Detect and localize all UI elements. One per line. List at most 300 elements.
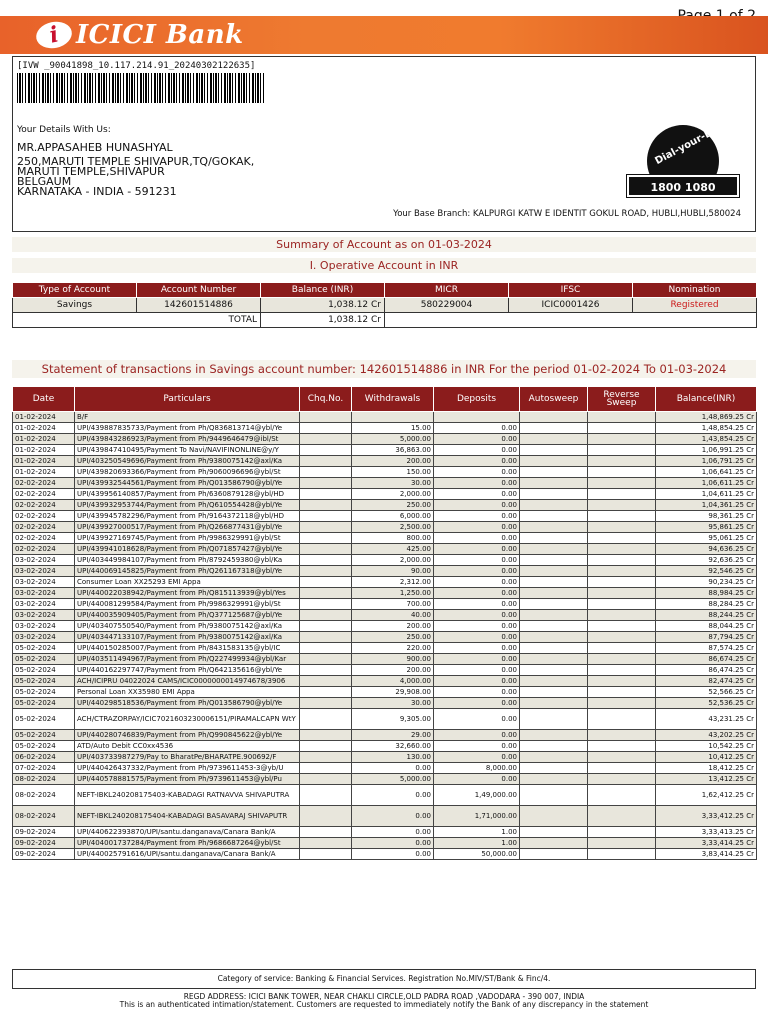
tx-reverse-sweep	[588, 785, 656, 806]
tx-date: 01-02-2024	[13, 412, 75, 423]
tx-chq-no	[300, 741, 352, 752]
tx-date: 03-02-2024	[13, 599, 75, 610]
tx-particulars: UPI/403447133107/Payment from Ph/9380075142@axl/Ka	[75, 632, 300, 643]
tx-reverse-sweep	[588, 434, 656, 445]
tx-balance: 90,234.25 Cr	[656, 577, 757, 588]
tx-chq-no	[300, 456, 352, 467]
tx-balance: 86,474.25 Cr	[656, 665, 757, 676]
tx-withdrawal: 1,250.00	[352, 588, 434, 599]
tx-deposit: 0.00	[434, 544, 520, 555]
tx-particulars: UPI/403250549696/Payment from Ph/9380075142@axl/Ka	[75, 456, 300, 467]
tx-particulars: UPI/404001737284/Payment from Ph/9686687264@ybl/St	[75, 838, 300, 849]
tx-balance: 95,861.25 Cr	[656, 522, 757, 533]
tx-chq-no	[300, 478, 352, 489]
service-category: Category of service: Banking & Financial Services. Registration No.MIV/ST/Bank & Finc/4.	[12, 969, 756, 989]
tx-deposit: 0.00	[434, 621, 520, 632]
logo-mark	[34, 19, 75, 52]
tx-chq-no	[300, 785, 352, 806]
tx-balance: 1,04,611.25 Cr	[656, 489, 757, 500]
tx-reverse-sweep	[588, 577, 656, 588]
col-particulars: Particulars	[75, 387, 300, 412]
tx-balance: 3,83,414.25 Cr	[656, 849, 757, 860]
tx-autosweep	[520, 774, 588, 785]
tx-withdrawal	[352, 412, 434, 423]
tx-particulars: UPI/440150285007/Payment from Ph/8431583135@ybl/IC	[75, 643, 300, 654]
tx-deposit: 0.00	[434, 456, 520, 467]
tx-date: 06-02-2024	[13, 752, 75, 763]
tx-deposit: 1.00	[434, 827, 520, 838]
tx-particulars: Consumer Loan XX25293 EMI Appa	[75, 577, 300, 588]
table-row	[13, 741, 757, 752]
tx-chq-no	[300, 434, 352, 445]
tx-chq-no	[300, 654, 352, 665]
tx-date: 08-02-2024	[13, 785, 75, 806]
table-row	[13, 423, 757, 434]
total-label: TOTAL	[13, 313, 261, 328]
tx-deposit: 0.00	[434, 423, 520, 434]
table-row	[13, 827, 757, 838]
tx-autosweep	[520, 827, 588, 838]
tx-balance: 1,06,791.25 Cr	[656, 456, 757, 467]
tx-chq-no	[300, 676, 352, 687]
tx-autosweep	[520, 478, 588, 489]
tx-particulars: UPI/440025791616/UPI/santu.danganava/Canara Bank/A	[75, 849, 300, 860]
table-row	[13, 566, 757, 577]
tx-deposit: 0.00	[434, 511, 520, 522]
table-row	[13, 632, 757, 643]
tx-deposit: 1,71,000.00	[434, 806, 520, 827]
tx-particulars: ACH/ICIPRU 04022024 CAMS/ICIC0000000014974678/3906	[75, 676, 300, 687]
tx-reverse-sweep	[588, 643, 656, 654]
table-row	[13, 489, 757, 500]
tx-withdrawal: 425.00	[352, 544, 434, 555]
tx-autosweep	[520, 849, 588, 860]
tx-date: 08-02-2024	[13, 774, 75, 785]
tx-chq-no	[300, 643, 352, 654]
tx-balance: 1,48,869.25 Cr	[656, 412, 757, 423]
tx-date: 03-02-2024	[13, 555, 75, 566]
table-row	[13, 730, 757, 741]
tx-chq-no	[300, 522, 352, 533]
tx-date: 05-02-2024	[13, 676, 75, 687]
tx-autosweep	[520, 838, 588, 849]
tx-date: 05-02-2024	[13, 654, 75, 665]
tx-reverse-sweep	[588, 467, 656, 478]
tx-chq-no	[300, 698, 352, 709]
table-row	[13, 456, 757, 467]
tx-balance: 52,536.25 Cr	[656, 698, 757, 709]
account-type: Savings	[13, 298, 137, 313]
table-row	[13, 709, 757, 730]
tx-date: 01-02-2024	[13, 445, 75, 456]
tx-date: 01-02-2024	[13, 467, 75, 478]
tx-balance: 1,04,361.25 Cr	[656, 500, 757, 511]
tx-date: 05-02-2024	[13, 709, 75, 730]
tx-autosweep	[520, 687, 588, 698]
tx-particulars: Personal Loan XX35980 EMI Appa	[75, 687, 300, 698]
col-chq-no: Chq.No.	[300, 387, 352, 412]
logo-glyph: i	[47, 21, 61, 49]
tx-reverse-sweep	[588, 763, 656, 774]
tx-deposit: 1.00	[434, 838, 520, 849]
tx-autosweep	[520, 500, 588, 511]
account-header-row	[13, 283, 757, 298]
tx-deposit: 0.00	[434, 500, 520, 511]
col-deposits: Deposits	[434, 387, 520, 412]
col-reverse-sweep: Reverse Sweep	[588, 387, 656, 412]
account-ifsc: ICIC0001426	[509, 298, 633, 313]
tx-date: 05-02-2024	[13, 698, 75, 709]
table-row	[13, 665, 757, 676]
tx-balance: 88,244.25 Cr	[656, 610, 757, 621]
tx-balance: 1,48,854.25 Cr	[656, 423, 757, 434]
customer-address	[17, 157, 254, 197]
tx-date: 07-02-2024	[13, 763, 75, 774]
tx-chq-no	[300, 687, 352, 698]
tx-date: 09-02-2024	[13, 849, 75, 860]
table-row	[13, 774, 757, 785]
tx-autosweep	[520, 434, 588, 445]
tx-withdrawal: 250.00	[352, 632, 434, 643]
tx-date: 09-02-2024	[13, 827, 75, 838]
tx-date: 05-02-2024	[13, 730, 75, 741]
tx-balance: 1,62,412.25 Cr	[656, 785, 757, 806]
tx-autosweep	[520, 730, 588, 741]
tx-withdrawal: 2,000.00	[352, 489, 434, 500]
tx-autosweep	[520, 763, 588, 774]
col-account-number: Account Number	[137, 283, 261, 298]
tx-deposit: 0.00	[434, 434, 520, 445]
tx-date: 01-02-2024	[13, 456, 75, 467]
tx-chq-no	[300, 412, 352, 423]
table-row	[13, 533, 757, 544]
dial-your-bank-badge	[627, 117, 739, 195]
tx-withdrawal: 30.00	[352, 698, 434, 709]
table-row	[13, 806, 757, 827]
tx-date: 03-02-2024	[13, 621, 75, 632]
tx-balance: 87,574.25 Cr	[656, 643, 757, 654]
tx-deposit: 0.00	[434, 533, 520, 544]
tx-deposit: 0.00	[434, 752, 520, 763]
tx-particulars: UPI/440578881575/Payment from Ph/9739611453@ybl/Pu	[75, 774, 300, 785]
tx-particulars: UPI/440162297747/Payment from Ph/Q642135616@ybl/Ye	[75, 665, 300, 676]
tx-reverse-sweep	[588, 849, 656, 860]
tx-deposit: 0.00	[434, 445, 520, 456]
tx-balance: 1,43,854.25 Cr	[656, 434, 757, 445]
tx-chq-no	[300, 511, 352, 522]
tx-reverse-sweep	[588, 741, 656, 752]
tx-reverse-sweep	[588, 544, 656, 555]
col-autosweep: Autosweep	[520, 387, 588, 412]
tx-balance: 94,636.25 Cr	[656, 544, 757, 555]
tx-particulars: UPI/439941018628/Payment from Ph/Q071857427@ybl/Ye	[75, 544, 300, 555]
tx-deposit: 0.00	[434, 676, 520, 687]
tx-chq-no	[300, 610, 352, 621]
account-total-row	[13, 313, 757, 328]
tx-date: 03-02-2024	[13, 610, 75, 621]
tx-withdrawal: 30.00	[352, 478, 434, 489]
tx-deposit: 0.00	[434, 588, 520, 599]
tx-withdrawal: 4,000.00	[352, 676, 434, 687]
tx-particulars: UPI/439843286923/Payment from Ph/9449646479@ibl/St	[75, 434, 300, 445]
tx-balance: 10,412.25 Cr	[656, 752, 757, 763]
tx-deposit: 0.00	[434, 654, 520, 665]
tx-balance: 13,412.25 Cr	[656, 774, 757, 785]
tx-chq-no	[300, 500, 352, 511]
tx-withdrawal: 9,305.00	[352, 709, 434, 730]
tx-withdrawal: 6,000.00	[352, 511, 434, 522]
tx-date: 05-02-2024	[13, 643, 75, 654]
tx-date: 03-02-2024	[13, 577, 75, 588]
tx-particulars: UPI/403511494967/Payment from Ph/Q227499934@ybl/Kar	[75, 654, 300, 665]
tx-autosweep	[520, 806, 588, 827]
tx-particulars: UPI/439927000517/Payment from Ph/Q266877431@ybl/Ye	[75, 522, 300, 533]
transactions-header-row	[13, 387, 757, 412]
tx-autosweep	[520, 588, 588, 599]
barcode	[17, 73, 265, 103]
tx-autosweep	[520, 489, 588, 500]
tx-chq-no	[300, 774, 352, 785]
tx-reverse-sweep	[588, 412, 656, 423]
tx-chq-no	[300, 806, 352, 827]
tx-chq-no	[300, 544, 352, 555]
tx-deposit: 0.00	[434, 610, 520, 621]
table-row	[13, 849, 757, 860]
tx-date: 05-02-2024	[13, 741, 75, 752]
tx-autosweep	[520, 445, 588, 456]
tx-reverse-sweep	[588, 827, 656, 838]
tx-withdrawal: 250.00	[352, 500, 434, 511]
bank-logo	[36, 18, 244, 52]
details-label: Your Details With Us:	[17, 125, 111, 135]
tx-deposit: 0.00	[434, 566, 520, 577]
tx-chq-no	[300, 632, 352, 643]
tx-autosweep	[520, 610, 588, 621]
tx-reverse-sweep	[588, 632, 656, 643]
tx-balance: 3,33,412.25 Cr	[656, 806, 757, 827]
account-balance: 1,038.12 Cr	[261, 298, 385, 313]
tx-date: 02-02-2024	[13, 500, 75, 511]
tx-chq-no	[300, 423, 352, 434]
tx-reverse-sweep	[588, 687, 656, 698]
total-value: 1,038.12 Cr	[261, 313, 385, 328]
table-row	[13, 445, 757, 456]
tx-withdrawal: 32,660.00	[352, 741, 434, 752]
tx-withdrawal: 900.00	[352, 654, 434, 665]
table-row	[13, 838, 757, 849]
tx-withdrawal: 0.00	[352, 849, 434, 860]
tx-balance: 88,044.25 Cr	[656, 621, 757, 632]
tx-withdrawal: 0.00	[352, 827, 434, 838]
tx-balance: 1,06,641.25 Cr	[656, 467, 757, 478]
tx-deposit: 8,000.00	[434, 763, 520, 774]
tx-balance: 92,546.25 Cr	[656, 566, 757, 577]
tx-balance: 18,412.25 Cr	[656, 763, 757, 774]
table-row	[13, 621, 757, 632]
tx-withdrawal: 0.00	[352, 806, 434, 827]
tx-particulars: UPI/440022038942/Payment from Ph/Q815113939@ybl/Yes	[75, 588, 300, 599]
tx-reverse-sweep	[588, 511, 656, 522]
tx-particulars: UPI/440081299584/Payment from Ph/9986329991@ybl/St	[75, 599, 300, 610]
tx-particulars: UPI/439847410495/Payment To Navi/NAVIFINONLINE@y/Y	[75, 445, 300, 456]
table-row	[13, 511, 757, 522]
table-row	[13, 763, 757, 774]
bank-header	[0, 16, 768, 54]
tx-withdrawal: 700.00	[352, 599, 434, 610]
tx-date: 02-02-2024	[13, 489, 75, 500]
tx-deposit: 0.00	[434, 643, 520, 654]
tx-reverse-sweep	[588, 838, 656, 849]
tx-withdrawal: 2,000.00	[352, 555, 434, 566]
tx-withdrawal: 200.00	[352, 665, 434, 676]
tx-chq-no	[300, 827, 352, 838]
tx-particulars: UPI/440298518536/Payment from Ph/Q013586790@ybl/Ye	[75, 698, 300, 709]
table-row	[13, 588, 757, 599]
col-balance: Balance (INR)	[261, 283, 385, 298]
tx-autosweep	[520, 577, 588, 588]
tx-date: 02-02-2024	[13, 478, 75, 489]
tx-balance: 98,361.25 Cr	[656, 511, 757, 522]
tx-deposit	[434, 412, 520, 423]
tx-date: 09-02-2024	[13, 838, 75, 849]
tx-reverse-sweep	[588, 599, 656, 610]
tx-particulars: UPI/440426437332/Payment from Ph/9739611453-3@yb/U	[75, 763, 300, 774]
table-row	[13, 752, 757, 763]
tx-reverse-sweep	[588, 654, 656, 665]
tx-autosweep	[520, 665, 588, 676]
tx-balance: 88,984.25 Cr	[656, 588, 757, 599]
tx-particulars: UPI/439932953744/Payment from Ph/Q610554428@ybl/Ye	[75, 500, 300, 511]
table-row	[13, 643, 757, 654]
tx-deposit: 0.00	[434, 698, 520, 709]
tx-particulars: ACH/CTRAZORPAY/ICIC7021603230006151/PIRAMALCAPN WtY	[75, 709, 300, 730]
tx-reverse-sweep	[588, 478, 656, 489]
tx-chq-no	[300, 588, 352, 599]
tx-chq-no	[300, 621, 352, 632]
tx-reverse-sweep	[588, 698, 656, 709]
tx-autosweep	[520, 676, 588, 687]
tx-date: 05-02-2024	[13, 665, 75, 676]
tx-date: 08-02-2024	[13, 806, 75, 827]
table-row	[13, 522, 757, 533]
tx-balance: 92,636.25 Cr	[656, 555, 757, 566]
tx-autosweep	[520, 544, 588, 555]
tx-particulars: UPI/403407550540/Payment from Ph/9380075142@axl/Ka	[75, 621, 300, 632]
tx-deposit: 1,49,000.00	[434, 785, 520, 806]
tx-withdrawal: 0.00	[352, 838, 434, 849]
tx-deposit: 0.00	[434, 478, 520, 489]
account-row	[13, 298, 757, 313]
tx-reverse-sweep	[588, 665, 656, 676]
tx-balance: 3,33,414.25 Cr	[656, 838, 757, 849]
table-row	[13, 412, 757, 423]
account-nomination: Registered	[633, 298, 757, 313]
tx-particulars: ATD/Auto Debit CC0xx4536	[75, 741, 300, 752]
tx-autosweep	[520, 632, 588, 643]
base-branch: Your Base Branch: KALPURGI KATW E IDENTIT GOKUL ROAD, HUBLI,HUBLI,580024	[393, 209, 741, 219]
tx-withdrawal: 40.00	[352, 610, 434, 621]
tx-autosweep	[520, 555, 588, 566]
ivw-code: [IVW _90041898_10.117.214.91_20240302122635]	[17, 61, 256, 71]
tx-date: 01-02-2024	[13, 423, 75, 434]
tx-deposit: 0.00	[434, 555, 520, 566]
tx-reverse-sweep	[588, 621, 656, 632]
tx-date: 03-02-2024	[13, 566, 75, 577]
address-line: BELGAUM	[17, 175, 72, 188]
tx-autosweep	[520, 423, 588, 434]
tx-balance: 88,284.25 Cr	[656, 599, 757, 610]
col-ifsc: IFSC	[509, 283, 633, 298]
tx-particulars: NEFT-IBKL240208175403-KABADAGI RATNAVVA SHIVAPUTRA	[75, 785, 300, 806]
tx-chq-no	[300, 599, 352, 610]
bank-name: ICICI Bank	[76, 20, 244, 50]
tx-chq-no	[300, 555, 352, 566]
tx-autosweep	[520, 467, 588, 478]
tx-particulars: UPI/440035909405/Payment from Ph/Q377125687@ybl/Ye	[75, 610, 300, 621]
tx-chq-no	[300, 763, 352, 774]
tx-withdrawal: 29,908.00	[352, 687, 434, 698]
tx-withdrawal: 200.00	[352, 621, 434, 632]
table-row	[13, 785, 757, 806]
tx-date: 02-02-2024	[13, 544, 75, 555]
tx-autosweep	[520, 698, 588, 709]
tx-deposit: 0.00	[434, 489, 520, 500]
table-row	[13, 500, 757, 511]
dial-badge-number: 1800 1080	[627, 175, 739, 197]
table-row	[13, 555, 757, 566]
tx-chq-no	[300, 849, 352, 860]
customer-details-box	[12, 56, 756, 232]
table-row	[13, 698, 757, 709]
tx-deposit: 0.00	[434, 632, 520, 643]
tx-deposit: 0.00	[434, 687, 520, 698]
tx-date: 01-02-2024	[13, 434, 75, 445]
tx-autosweep	[520, 785, 588, 806]
tx-deposit: 0.00	[434, 709, 520, 730]
table-row	[13, 610, 757, 621]
dial-badge-label: Dial-your-Bank	[653, 117, 733, 168]
tx-balance: 82,474.25 Cr	[656, 676, 757, 687]
tx-reverse-sweep	[588, 533, 656, 544]
account-micr: 580229004	[385, 298, 509, 313]
tx-deposit: 0.00	[434, 577, 520, 588]
tx-particulars: UPI/440622393870/UPI/santu.danganava/Canara Bank/A	[75, 827, 300, 838]
tx-withdrawal: 0.00	[352, 763, 434, 774]
tx-autosweep	[520, 709, 588, 730]
tx-withdrawal: 29.00	[352, 730, 434, 741]
tx-balance: 86,674.25 Cr	[656, 654, 757, 665]
tx-reverse-sweep	[588, 489, 656, 500]
tx-autosweep	[520, 533, 588, 544]
tx-autosweep	[520, 599, 588, 610]
tx-withdrawal: 130.00	[352, 752, 434, 763]
tx-withdrawal: 800.00	[352, 533, 434, 544]
tx-chq-no	[300, 445, 352, 456]
tx-particulars: UPI/439932544561/Payment from Ph/Q013586790@ybl/Ye	[75, 478, 300, 489]
tx-particulars: NEFT-IBKL240208175404-KABADAGI BASAVARAJ SHIVAPUTR	[75, 806, 300, 827]
tx-autosweep	[520, 621, 588, 632]
tx-deposit: 0.00	[434, 730, 520, 741]
summary-title: Summary of Account as on 01-03-2024	[12, 237, 756, 252]
tx-autosweep	[520, 511, 588, 522]
tx-balance: 43,202.25 Cr	[656, 730, 757, 741]
tx-particulars: UPI/439887835733/Payment from Ph/Q836813714@ybl/Ye	[75, 423, 300, 434]
address-line: MARUTI TEMPLE,SHIVAPUR	[17, 165, 165, 178]
tx-autosweep	[520, 654, 588, 665]
col-micr: MICR	[385, 283, 509, 298]
col-date: Date	[13, 387, 75, 412]
tx-particulars: UPI/440280746839/Payment from Ph/Q990845622@ybl/Ye	[75, 730, 300, 741]
